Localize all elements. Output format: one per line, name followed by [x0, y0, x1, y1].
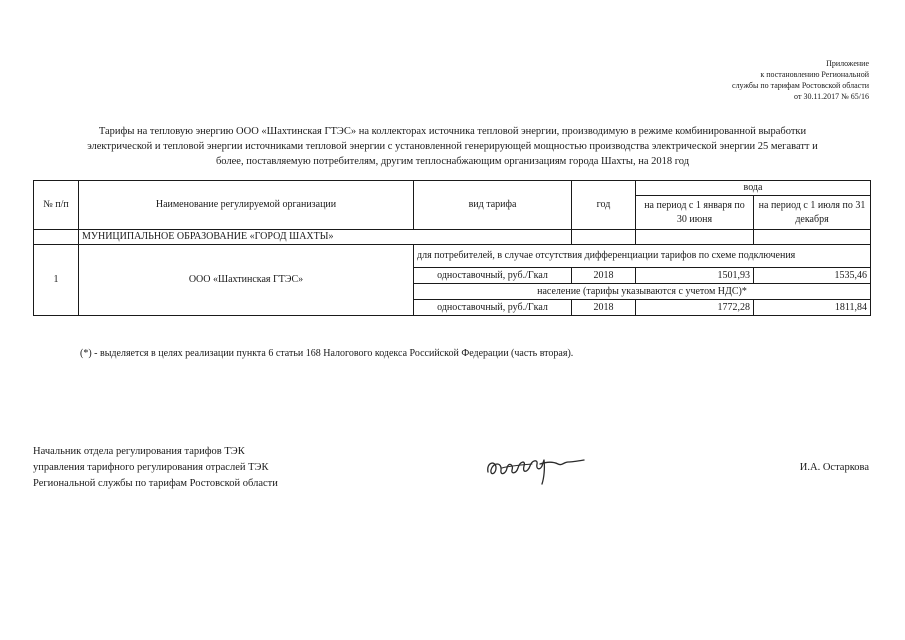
tariff-table — [33, 180, 871, 316]
year-cell: 2018 — [572, 300, 636, 316]
signer-name: И.А. Остаркова — [799, 462, 869, 473]
header-period-2: на период с 1 июля по 31 декабря — [754, 196, 871, 230]
header-year: год — [572, 181, 636, 230]
signer-position-line: Региональной службы по тарифам Ростовской области — [33, 478, 278, 489]
appendix-line: Приложение — [826, 59, 869, 68]
title-line: более, поставляемую потребителям, другим теплоснабжающим организациям города Шахты, на 2018 год — [215, 156, 690, 167]
table-row — [34, 230, 871, 245]
tariff-type-cell: одноставочный, руб./Гкал — [414, 300, 572, 316]
row-number-cell: 1 — [34, 245, 79, 316]
group-caption-cell: для потребителей, в случае отсутствия дифференциации тарифов по схеме подключения — [414, 245, 871, 268]
signer-position-line: управления тарифного регулирования отраслей ТЭК — [33, 462, 269, 473]
signer-position-line: Начальник отдела регулирования тарифов ТЭК — [33, 446, 245, 457]
table-cell — [636, 230, 754, 245]
period-1-value-cell: 1772,28 — [636, 300, 754, 316]
header-organization: Наименование регулируемой организации — [79, 181, 414, 230]
table-cell — [34, 230, 79, 245]
signature-scribble — [482, 448, 586, 488]
appendix-line: от 30.11.2017 № 65/16 — [794, 92, 869, 101]
table-header-row — [34, 181, 871, 196]
header-period-1: на период с 1 января по 30 июня — [636, 196, 754, 230]
title-line: Тарифы на тепловую энергию ООО «Шахтинская ГТЭС» на коллекторах источника тепловой энергии, производимую в режиме комбинированной выработки — [98, 126, 807, 137]
year-cell: 2018 — [572, 268, 636, 284]
header-water: вода — [636, 181, 871, 196]
municipality-cell: МУНИЦИПАЛЬНОЕ ОБРАЗОВАНИЕ «ГОРОД ШАХТЫ» — [79, 230, 572, 245]
group-caption-cell: население (тарифы указываются с учетом НДС)* — [414, 284, 871, 300]
organization-cell: ООО «Шахтинская ГТЭС» — [79, 245, 414, 316]
appendix-line: службы по тарифам Ростовской области — [732, 81, 869, 90]
period-2-value-cell: 1535,46 — [754, 268, 871, 284]
table-cell — [754, 230, 871, 245]
period-2-value-cell: 1811,84 — [754, 300, 871, 316]
appendix-header — [732, 58, 869, 102]
signer-position — [33, 444, 278, 492]
header-number: № п/п — [34, 181, 79, 230]
tariff-type-cell: одноставочный, руб./Гкал — [414, 268, 572, 284]
period-1-value-cell: 1501,93 — [636, 268, 754, 284]
appendix-line: к постановлению Региональной — [760, 70, 869, 79]
footnote: (*) - выделяется в целях реализации пункта 6 статьи 168 Налогового кодекса Российской Федерации (часть вторая). — [80, 348, 574, 359]
table-row — [34, 245, 871, 268]
document-title — [40, 124, 865, 169]
header-tariff-type: вид тарифа — [414, 181, 572, 230]
title-line: электрической и тепловой энергии источниками тепловой энергии с установленной генерирующей мощностью производства электрической энергии 25 мегаватт и — [87, 141, 818, 152]
table-cell — [572, 230, 636, 245]
